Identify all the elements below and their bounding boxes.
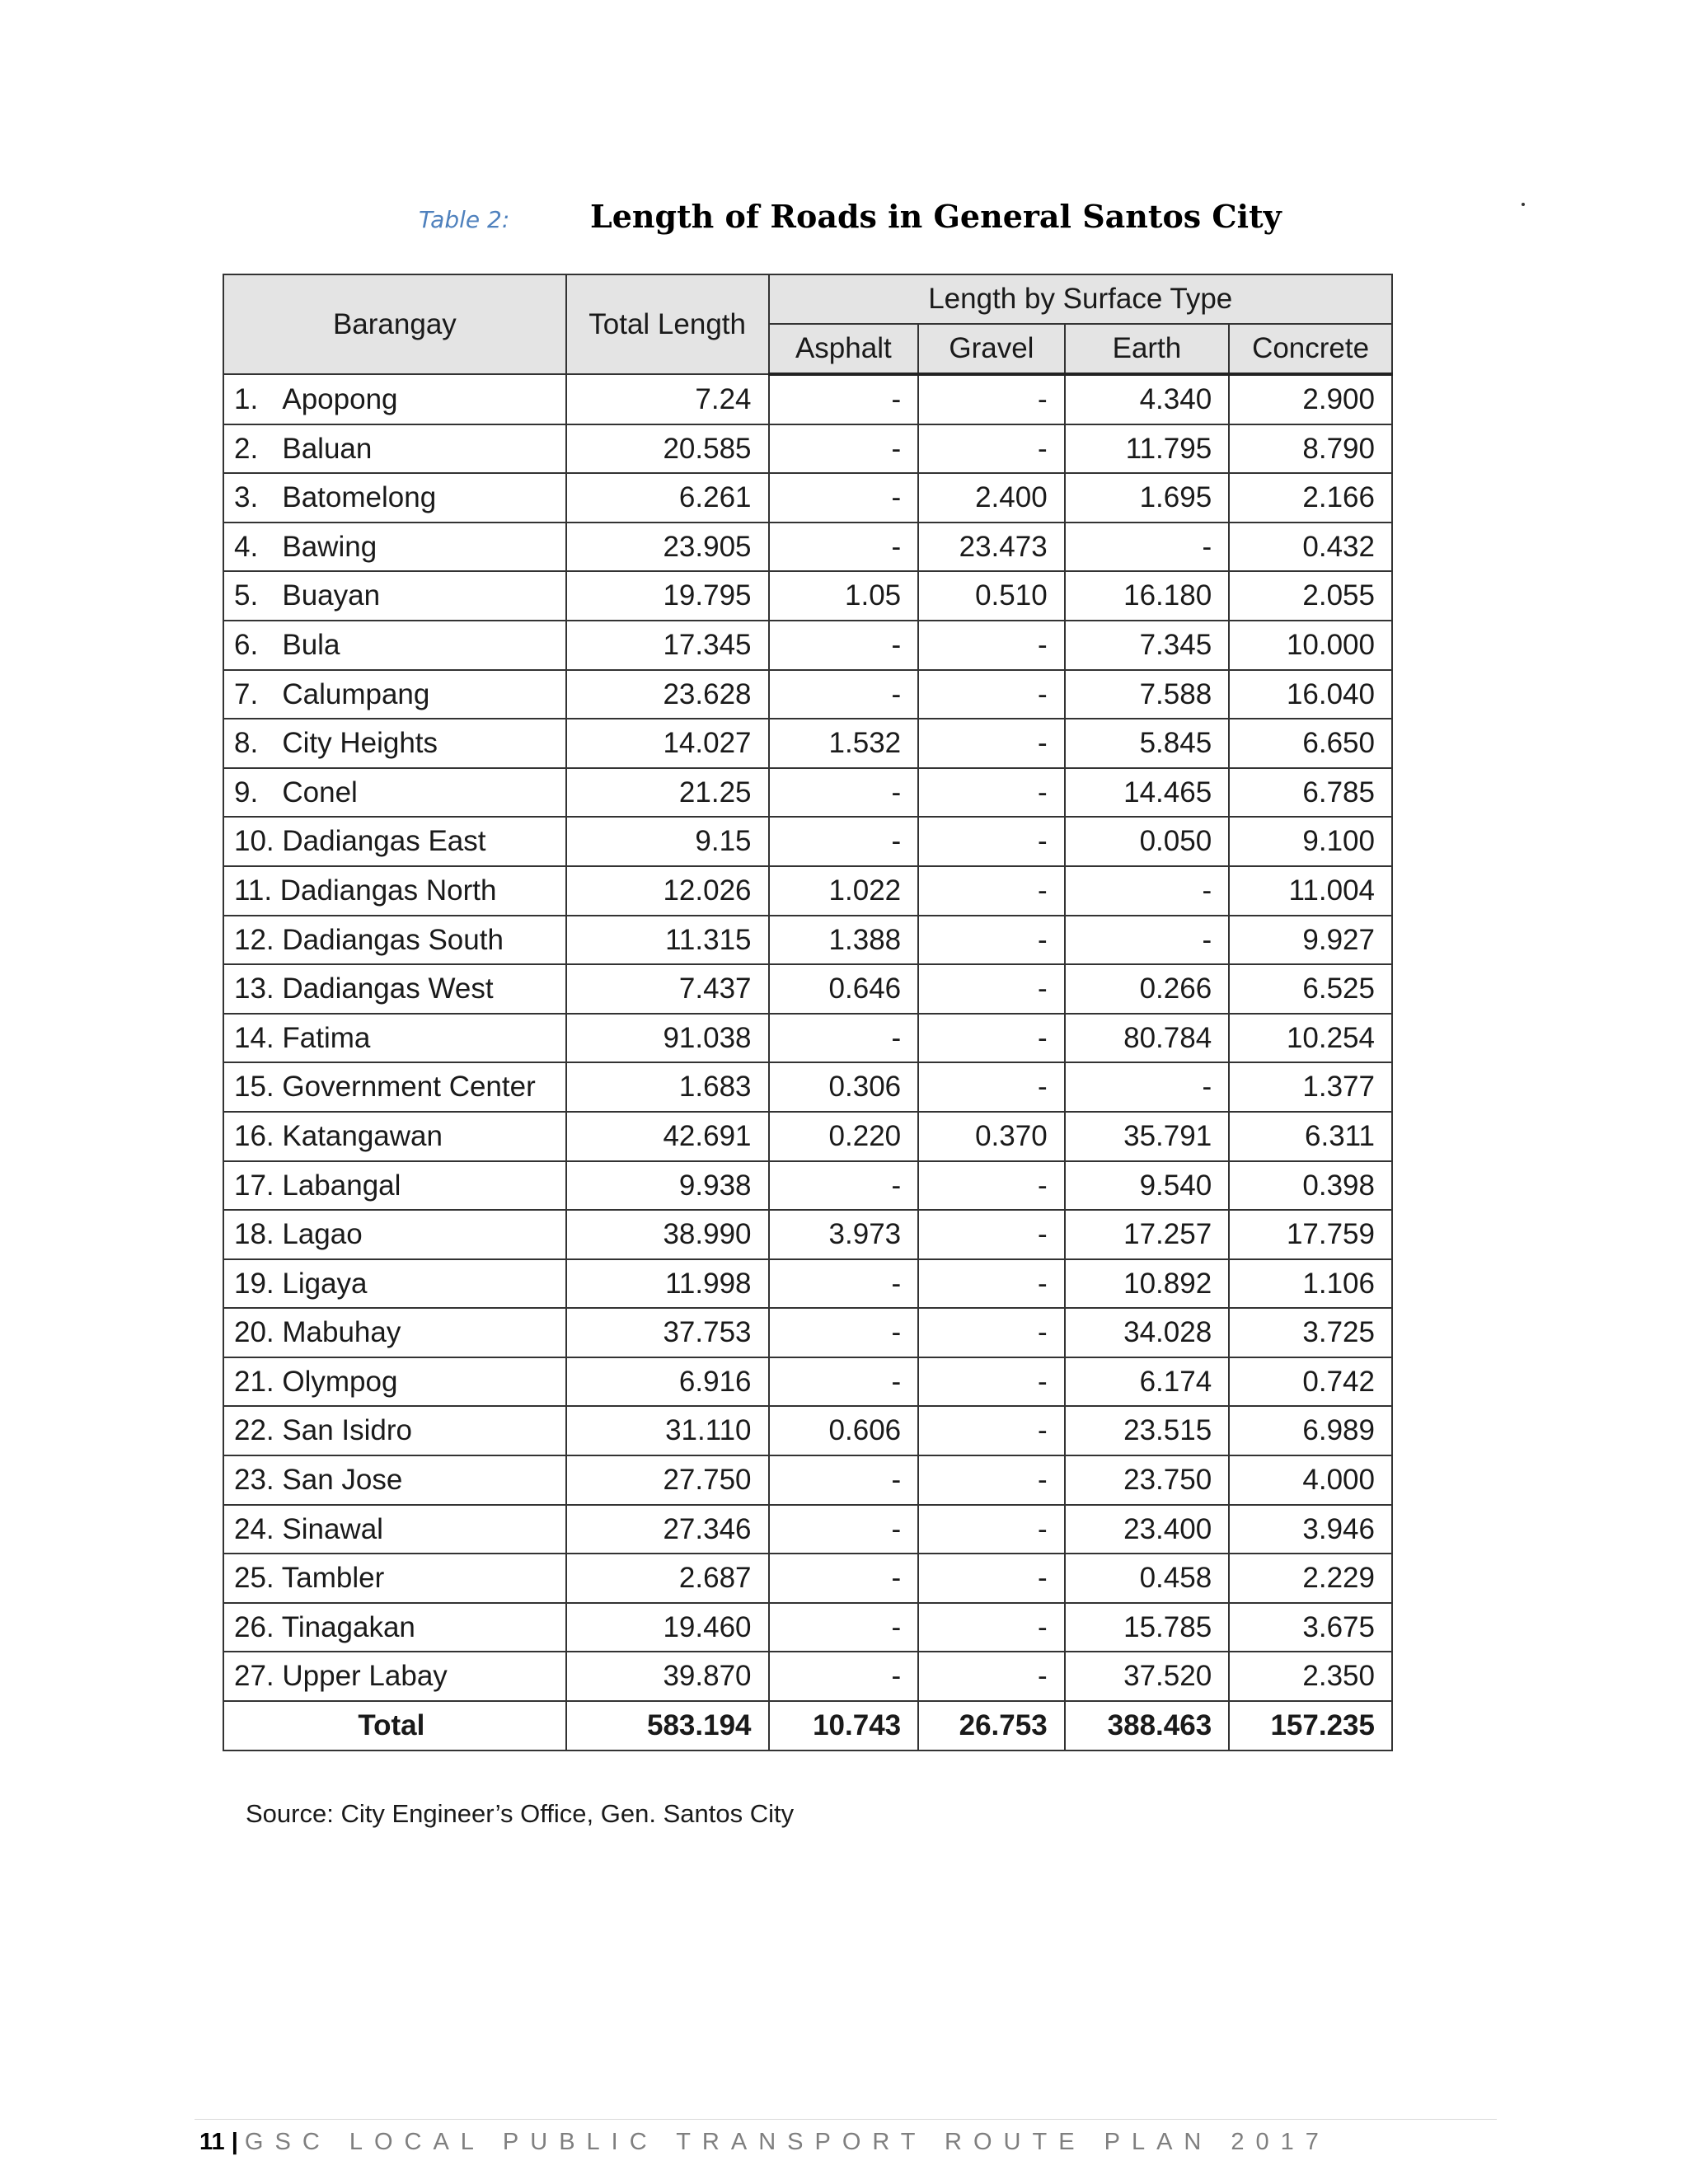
cell-asphalt: 0.646	[769, 964, 919, 1014]
cell-concrete: 2.350	[1229, 1652, 1392, 1701]
cell-earth: 35.791	[1065, 1112, 1230, 1161]
cell-total-length: 21.25	[566, 768, 769, 818]
cell-concrete: 1.377	[1229, 1062, 1392, 1112]
table-row	[223, 374, 1392, 424]
cell-asphalt: -	[769, 1161, 919, 1211]
cell-earth: 80.784	[1065, 1014, 1230, 1063]
cell-barangay: 21. Olympog	[223, 1357, 566, 1407]
cell-total-length: 9.15	[566, 817, 769, 866]
cell-asphalt: 3.973	[769, 1210, 919, 1259]
cell-earth: 23.750	[1065, 1455, 1230, 1505]
cell-asphalt: 1.532	[769, 719, 919, 768]
cell-concrete: 10.254	[1229, 1014, 1392, 1063]
table-row	[223, 473, 1392, 523]
cell-concrete: 2.055	[1229, 571, 1392, 621]
cell-asphalt: 0.220	[769, 1112, 919, 1161]
cell-barangay: 20. Mabuhay	[223, 1308, 566, 1357]
cell-concrete: 3.946	[1229, 1505, 1392, 1554]
cell-concrete: 2.229	[1229, 1554, 1392, 1603]
cell-concrete: 6.311	[1229, 1112, 1392, 1161]
cell-asphalt: -	[769, 1455, 919, 1505]
table-row	[223, 1603, 1392, 1652]
cell-concrete: 6.525	[1229, 964, 1392, 1014]
cell-total-length: 31.110	[566, 1406, 769, 1455]
cell-earth: 6.174	[1065, 1357, 1230, 1407]
cell-total-length: 17.345	[566, 621, 769, 670]
cell-asphalt: 0.306	[769, 1062, 919, 1112]
cell-barangay: 7. Calumpang	[223, 670, 566, 719]
cell-barangay: 10. Dadiangas East	[223, 817, 566, 866]
footer-divider	[195, 2119, 1497, 2120]
table-row	[223, 1652, 1392, 1701]
cell-gravel: -	[918, 768, 1065, 818]
cell-total-length: 1.683	[566, 1062, 769, 1112]
cell-barangay: 6. Bula	[223, 621, 566, 670]
cell-barangay: 2. Baluan	[223, 424, 566, 474]
header-gravel: Gravel	[918, 324, 1065, 374]
cell-barangay: 5. Buayan	[223, 571, 566, 621]
cell-barangay: 9. Conel	[223, 768, 566, 818]
cell-total-length: 23.905	[566, 523, 769, 572]
table-row	[223, 916, 1392, 965]
cell-asphalt: -	[769, 1014, 919, 1063]
cell-total-length: 9.938	[566, 1161, 769, 1211]
cell-asphalt: -	[769, 473, 919, 523]
cell-gravel: -	[918, 1455, 1065, 1505]
header-asphalt: Asphalt	[769, 324, 919, 374]
cell-barangay: 14. Fatima	[223, 1014, 566, 1063]
table-row	[223, 866, 1392, 916]
cell-asphalt: -	[769, 1505, 919, 1554]
table-row	[223, 1014, 1392, 1063]
table-row	[223, 964, 1392, 1014]
cell-concrete: 3.725	[1229, 1308, 1392, 1357]
cell-gravel: 0.510	[918, 571, 1065, 621]
cell-gravel: -	[918, 670, 1065, 719]
cell-earth: 0.266	[1065, 964, 1230, 1014]
cell-concrete: 8.790	[1229, 424, 1392, 474]
cell-gravel: -	[918, 1014, 1065, 1063]
table-caption-title: Length of Roads in General Santos City	[590, 198, 1282, 235]
cell-barangay: 23. San Jose	[223, 1455, 566, 1505]
table-row	[223, 670, 1392, 719]
cell-earth: 16.180	[1065, 571, 1230, 621]
total-cell-total-length: 583.194	[566, 1701, 769, 1750]
cell-earth: 11.795	[1065, 424, 1230, 474]
cell-barangay: 19. Ligaya	[223, 1259, 566, 1309]
cell-earth: 34.028	[1065, 1308, 1230, 1357]
cell-gravel: -	[918, 817, 1065, 866]
cell-earth: 17.257	[1065, 1210, 1230, 1259]
cell-gravel: -	[918, 1161, 1065, 1211]
cell-total-length: 14.027	[566, 719, 769, 768]
cell-asphalt: -	[769, 670, 919, 719]
cell-concrete: 0.398	[1229, 1161, 1392, 1211]
cell-gravel: -	[918, 424, 1065, 474]
cell-concrete: 2.900	[1229, 374, 1392, 424]
cell-asphalt: 1.05	[769, 571, 919, 621]
cell-barangay: 8. City Heights	[223, 719, 566, 768]
table-caption-label: Table 2:	[419, 206, 510, 233]
cell-concrete: 6.785	[1229, 768, 1392, 818]
cell-gravel: -	[918, 866, 1065, 916]
table-row	[223, 424, 1392, 474]
table-row	[223, 1259, 1392, 1309]
cell-asphalt: -	[769, 621, 919, 670]
cell-barangay: 12. Dadiangas South	[223, 916, 566, 965]
table-row	[223, 571, 1392, 621]
table-row	[223, 1112, 1392, 1161]
roads-table-body	[223, 374, 1392, 1750]
cell-gravel: -	[918, 1505, 1065, 1554]
cell-concrete: 16.040	[1229, 670, 1392, 719]
page-footer	[199, 2129, 1330, 2156]
cell-earth: 0.458	[1065, 1554, 1230, 1603]
cell-total-length: 27.750	[566, 1455, 769, 1505]
cell-earth: 4.340	[1065, 374, 1230, 424]
cell-earth: 7.345	[1065, 621, 1230, 670]
cell-concrete: 2.166	[1229, 473, 1392, 523]
cell-earth: 5.845	[1065, 719, 1230, 768]
cell-barangay: 3. Batomelong	[223, 473, 566, 523]
cell-total-length: 7.437	[566, 964, 769, 1014]
cell-gravel: -	[918, 916, 1065, 965]
cell-earth: -	[1065, 523, 1230, 572]
cell-gravel: -	[918, 1308, 1065, 1357]
cell-total-length: 37.753	[566, 1308, 769, 1357]
total-cell-gravel: 26.753	[918, 1701, 1065, 1750]
cell-earth: 1.695	[1065, 473, 1230, 523]
cell-concrete: 6.650	[1229, 719, 1392, 768]
cell-earth: 9.540	[1065, 1161, 1230, 1211]
cell-earth: 23.400	[1065, 1505, 1230, 1554]
total-cell-earth: 388.463	[1065, 1701, 1230, 1750]
cell-total-length: 19.460	[566, 1603, 769, 1652]
cell-gravel: -	[918, 1062, 1065, 1112]
cell-total-length: 20.585	[566, 424, 769, 474]
cell-total-length: 6.916	[566, 1357, 769, 1407]
cell-total-length: 38.990	[566, 1210, 769, 1259]
header-concrete: Concrete	[1229, 324, 1392, 374]
cell-total-length: 23.628	[566, 670, 769, 719]
table-row	[223, 621, 1392, 670]
cell-gravel: -	[918, 621, 1065, 670]
cell-asphalt: -	[769, 1554, 919, 1603]
table-row	[223, 817, 1392, 866]
cell-asphalt: -	[769, 1259, 919, 1309]
cell-earth: 14.465	[1065, 768, 1230, 818]
footer-page-number: 11	[199, 2129, 225, 2155]
header-barangay: Barangay	[223, 274, 566, 374]
table-row	[223, 1161, 1392, 1211]
cell-asphalt: -	[769, 768, 919, 818]
cell-earth: 37.520	[1065, 1652, 1230, 1701]
cell-earth: 7.588	[1065, 670, 1230, 719]
cell-concrete: 9.927	[1229, 916, 1392, 965]
cell-earth: 23.515	[1065, 1406, 1230, 1455]
cell-barangay: 27. Upper Labay	[223, 1652, 566, 1701]
cell-gravel: -	[918, 964, 1065, 1014]
table-source-note: Source: City Engineer’s Office, Gen. Santos City	[246, 1799, 795, 1828]
cell-asphalt: 1.388	[769, 916, 919, 965]
cell-earth: -	[1065, 1062, 1230, 1112]
cell-barangay: 25. Tambler	[223, 1554, 566, 1603]
cell-concrete: 10.000	[1229, 621, 1392, 670]
cell-total-length: 6.261	[566, 473, 769, 523]
cell-gravel: -	[918, 1652, 1065, 1701]
table-row	[223, 1554, 1392, 1603]
cell-concrete: 6.989	[1229, 1406, 1392, 1455]
cell-concrete: 11.004	[1229, 866, 1392, 916]
cell-total-length: 11.998	[566, 1259, 769, 1309]
cell-barangay: 22. San Isidro	[223, 1406, 566, 1455]
table-row	[223, 1062, 1392, 1112]
cell-total-length: 7.24	[566, 374, 769, 424]
cell-barangay: 11. Dadiangas North	[223, 866, 566, 916]
table-row	[223, 1455, 1392, 1505]
cell-concrete: 4.000	[1229, 1455, 1392, 1505]
header-earth: Earth	[1065, 324, 1230, 374]
table-row	[223, 1308, 1392, 1357]
cell-concrete: 9.100	[1229, 817, 1392, 866]
cell-gravel: 23.473	[918, 523, 1065, 572]
cell-gravel: -	[918, 374, 1065, 424]
table-row	[223, 768, 1392, 818]
cell-barangay: 18. Lagao	[223, 1210, 566, 1259]
table-row	[223, 1406, 1392, 1455]
cell-total-length: 2.687	[566, 1554, 769, 1603]
table-row	[223, 1210, 1392, 1259]
cell-barangay: 26. Tinagakan	[223, 1603, 566, 1652]
table-total-row	[223, 1701, 1392, 1750]
cell-barangay: 15. Government Center	[223, 1062, 566, 1112]
table-row	[223, 523, 1392, 572]
cell-gravel: -	[918, 1357, 1065, 1407]
stray-dot-mark	[1522, 203, 1525, 206]
roads-table	[223, 274, 1393, 1751]
cell-asphalt: -	[769, 424, 919, 474]
cell-earth: 10.892	[1065, 1259, 1230, 1309]
cell-gravel: 0.370	[918, 1112, 1065, 1161]
cell-total-length: 19.795	[566, 571, 769, 621]
cell-gravel: -	[918, 1554, 1065, 1603]
cell-total-length: 91.038	[566, 1014, 769, 1063]
total-cell-barangay: Total	[223, 1701, 566, 1750]
cell-barangay: 17. Labangal	[223, 1161, 566, 1211]
cell-gravel: -	[918, 719, 1065, 768]
footer-document-title: GSC LOCAL PUBLIC TRANSPORT ROUTE PLAN 2017	[244, 2129, 1330, 2155]
cell-earth: -	[1065, 916, 1230, 965]
cell-earth: -	[1065, 866, 1230, 916]
cell-total-length: 42.691	[566, 1112, 769, 1161]
cell-gravel: 2.400	[918, 473, 1065, 523]
table-row	[223, 719, 1392, 768]
cell-concrete: 0.742	[1229, 1357, 1392, 1407]
cell-asphalt: -	[769, 374, 919, 424]
cell-concrete: 0.432	[1229, 523, 1392, 572]
total-cell-concrete: 157.235	[1229, 1701, 1392, 1750]
cell-gravel: -	[918, 1406, 1065, 1455]
cell-concrete: 1.106	[1229, 1259, 1392, 1309]
header-surface-type-group: Length by Surface Type	[769, 274, 1392, 324]
cell-barangay: 13. Dadiangas West	[223, 964, 566, 1014]
cell-asphalt: -	[769, 1603, 919, 1652]
cell-asphalt: -	[769, 1357, 919, 1407]
footer-separator: |	[231, 2129, 238, 2155]
total-cell-asphalt: 10.743	[769, 1701, 919, 1750]
cell-gravel: -	[918, 1603, 1065, 1652]
cell-gravel: -	[918, 1259, 1065, 1309]
cell-asphalt: -	[769, 1652, 919, 1701]
table-row	[223, 1505, 1392, 1554]
cell-barangay: 16. Katangawan	[223, 1112, 566, 1161]
cell-asphalt: -	[769, 1308, 919, 1357]
cell-earth: 15.785	[1065, 1603, 1230, 1652]
cell-total-length: 11.315	[566, 916, 769, 965]
cell-asphalt: -	[769, 523, 919, 572]
cell-asphalt: -	[769, 817, 919, 866]
cell-total-length: 12.026	[566, 866, 769, 916]
cell-gravel: -	[918, 1210, 1065, 1259]
cell-concrete: 3.675	[1229, 1603, 1392, 1652]
cell-barangay: 4. Bawing	[223, 523, 566, 572]
cell-earth: 0.050	[1065, 817, 1230, 866]
cell-barangay: 24. Sinawal	[223, 1505, 566, 1554]
cell-barangay: 1. Apopong	[223, 374, 566, 424]
cell-total-length: 27.346	[566, 1505, 769, 1554]
table-row	[223, 1357, 1392, 1407]
cell-asphalt: 1.022	[769, 866, 919, 916]
cell-asphalt: 0.606	[769, 1406, 919, 1455]
cell-total-length: 39.870	[566, 1652, 769, 1701]
header-total-length: Total Length	[566, 274, 769, 374]
cell-concrete: 17.759	[1229, 1210, 1392, 1259]
